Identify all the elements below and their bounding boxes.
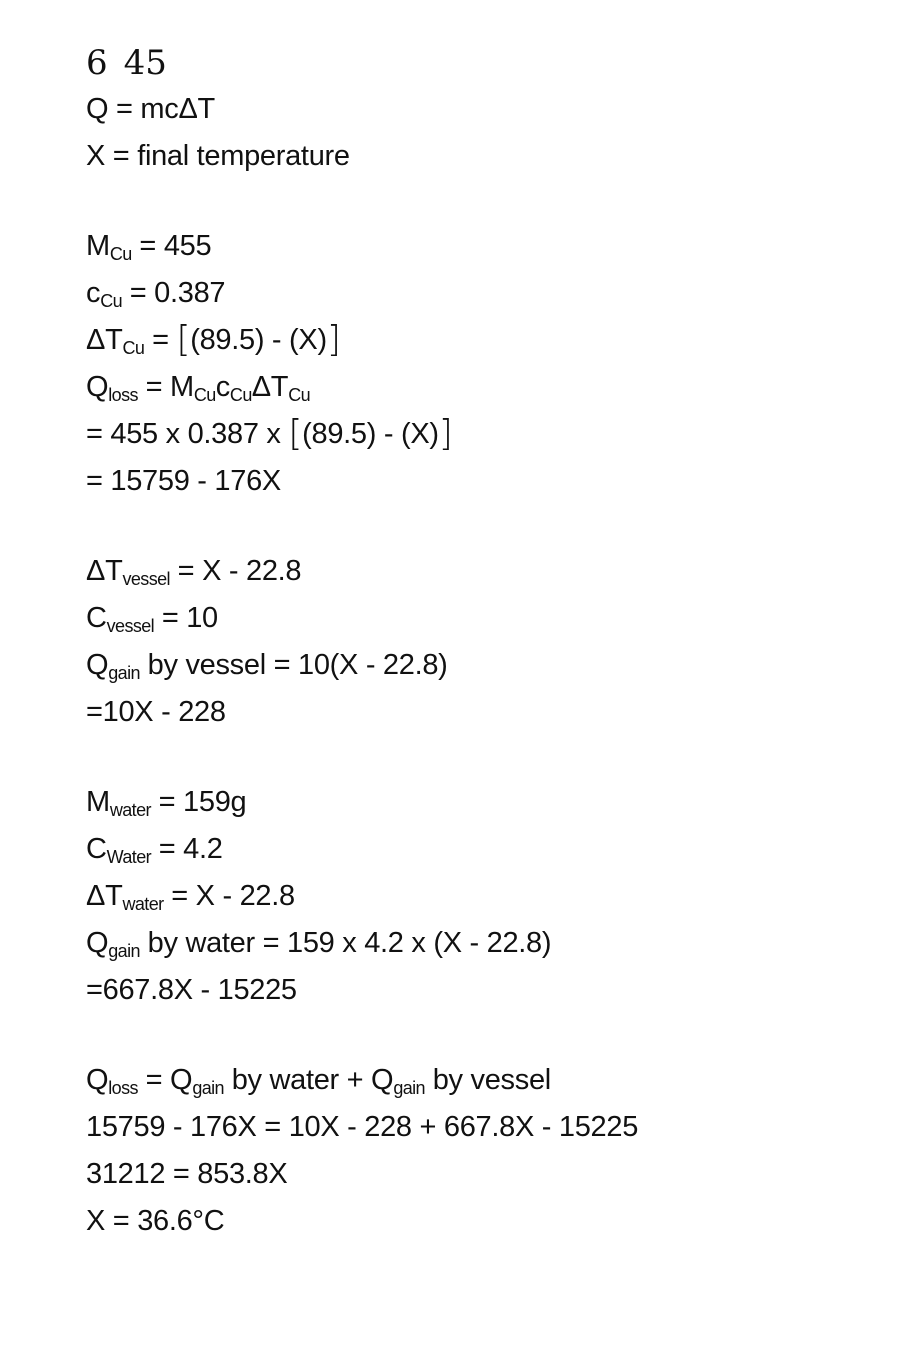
left-bracket: [ <box>176 319 191 360</box>
symbol: Q <box>86 927 109 959</box>
copper-substitution <box>86 411 886 458</box>
worked-solution <box>86 40 886 1245</box>
value: by water = 159 x 4.2 x (X - 22.8) <box>139 927 552 959</box>
subscript: vessel <box>106 616 155 636</box>
subscript: Cu <box>109 244 132 264</box>
heat-formula: Q = mcΔT <box>86 93 215 125</box>
value: = X - 22.8 <box>169 555 302 587</box>
subscript: gain <box>108 663 140 683</box>
spacer <box>86 736 886 779</box>
subscript: water <box>109 800 151 820</box>
water-delta-t <box>86 873 886 920</box>
symbol: c <box>86 277 101 309</box>
value: by vessel = 10(X - 22.8) <box>139 649 448 681</box>
symbol-c: c <box>215 371 230 403</box>
subscript: gain <box>108 941 140 961</box>
end-text: by vessel <box>424 1064 551 1096</box>
subscript: water <box>122 894 164 914</box>
equals-q: = Q <box>137 1064 193 1096</box>
symbol: M <box>86 230 110 262</box>
equals-m: = M <box>137 371 194 403</box>
heading-part-a: 6 <box>86 43 108 83</box>
symbol: ΔT <box>86 555 123 587</box>
water-specific-heat <box>86 826 886 873</box>
spacer <box>86 180 886 223</box>
subscript: Cu <box>122 338 145 358</box>
symbol: ΔT <box>86 324 123 356</box>
symbol: C <box>86 602 107 634</box>
subscript: gain <box>192 1078 224 1098</box>
water-heat-gain <box>86 920 886 967</box>
equals: = <box>144 324 177 356</box>
symbol-dt: ΔT <box>251 371 289 403</box>
balance-substitution: 15759 - 176X = 10X - 228 + 667.8X - 15225 <box>86 1111 639 1143</box>
vessel-heat-capacity <box>86 595 886 642</box>
subscript: gain <box>393 1078 425 1098</box>
value: = 0.387 <box>122 277 226 309</box>
subscript: Cu <box>193 385 216 405</box>
symbol: Q <box>86 649 109 681</box>
copper-delta-t <box>86 317 886 364</box>
copper-heat-loss <box>86 364 886 411</box>
vessel-heat-gain <box>86 642 886 689</box>
symbol: Q <box>86 371 109 403</box>
value: = 159g <box>150 786 247 818</box>
symbol: C <box>86 833 107 865</box>
middle-text: by water + Q <box>223 1064 394 1096</box>
right-bracket: ] <box>438 413 453 454</box>
symbol: M <box>86 786 110 818</box>
spacer <box>86 505 886 548</box>
subscript: Cu <box>288 385 311 405</box>
value: = 10 <box>154 602 218 634</box>
vessel-delta-t <box>86 548 886 595</box>
subscript: Water <box>106 847 151 867</box>
value: = X - 22.8 <box>163 880 295 912</box>
question-number <box>86 40 886 86</box>
final-answer: X = 36.6°C <box>86 1205 225 1237</box>
vessel-result: =10X - 228 <box>86 696 226 728</box>
subscript: Cu <box>229 385 252 405</box>
copper-mass <box>86 223 886 270</box>
value: = 4.2 <box>151 833 223 865</box>
expression: (89.5) - (X) <box>190 324 327 356</box>
subscript: loss <box>108 385 138 405</box>
copper-result: = 15759 - 176X <box>86 465 281 497</box>
expression: (89.5) - (X) <box>302 418 439 450</box>
symbol: Q <box>86 1064 109 1096</box>
spacer <box>86 1014 886 1057</box>
left-bracket: [ <box>288 413 303 454</box>
expression: = 455 x 0.387 x <box>86 418 289 450</box>
water-mass <box>86 779 886 826</box>
balance-simplified: 31212 = 853.8X <box>86 1158 288 1190</box>
subscript: loss <box>108 1078 138 1098</box>
subscript: Cu <box>100 291 123 311</box>
subscript: vessel <box>122 569 170 589</box>
right-bracket: ] <box>326 319 341 360</box>
symbol: ΔT <box>86 880 123 912</box>
heading-part-b: 45 <box>123 43 167 83</box>
water-result: =667.8X - 15225 <box>86 974 297 1006</box>
copper-specific-heat <box>86 270 886 317</box>
x-definition: X = final temperature <box>86 140 350 172</box>
heat-balance-equation <box>86 1057 886 1104</box>
value: = 455 <box>131 230 212 262</box>
